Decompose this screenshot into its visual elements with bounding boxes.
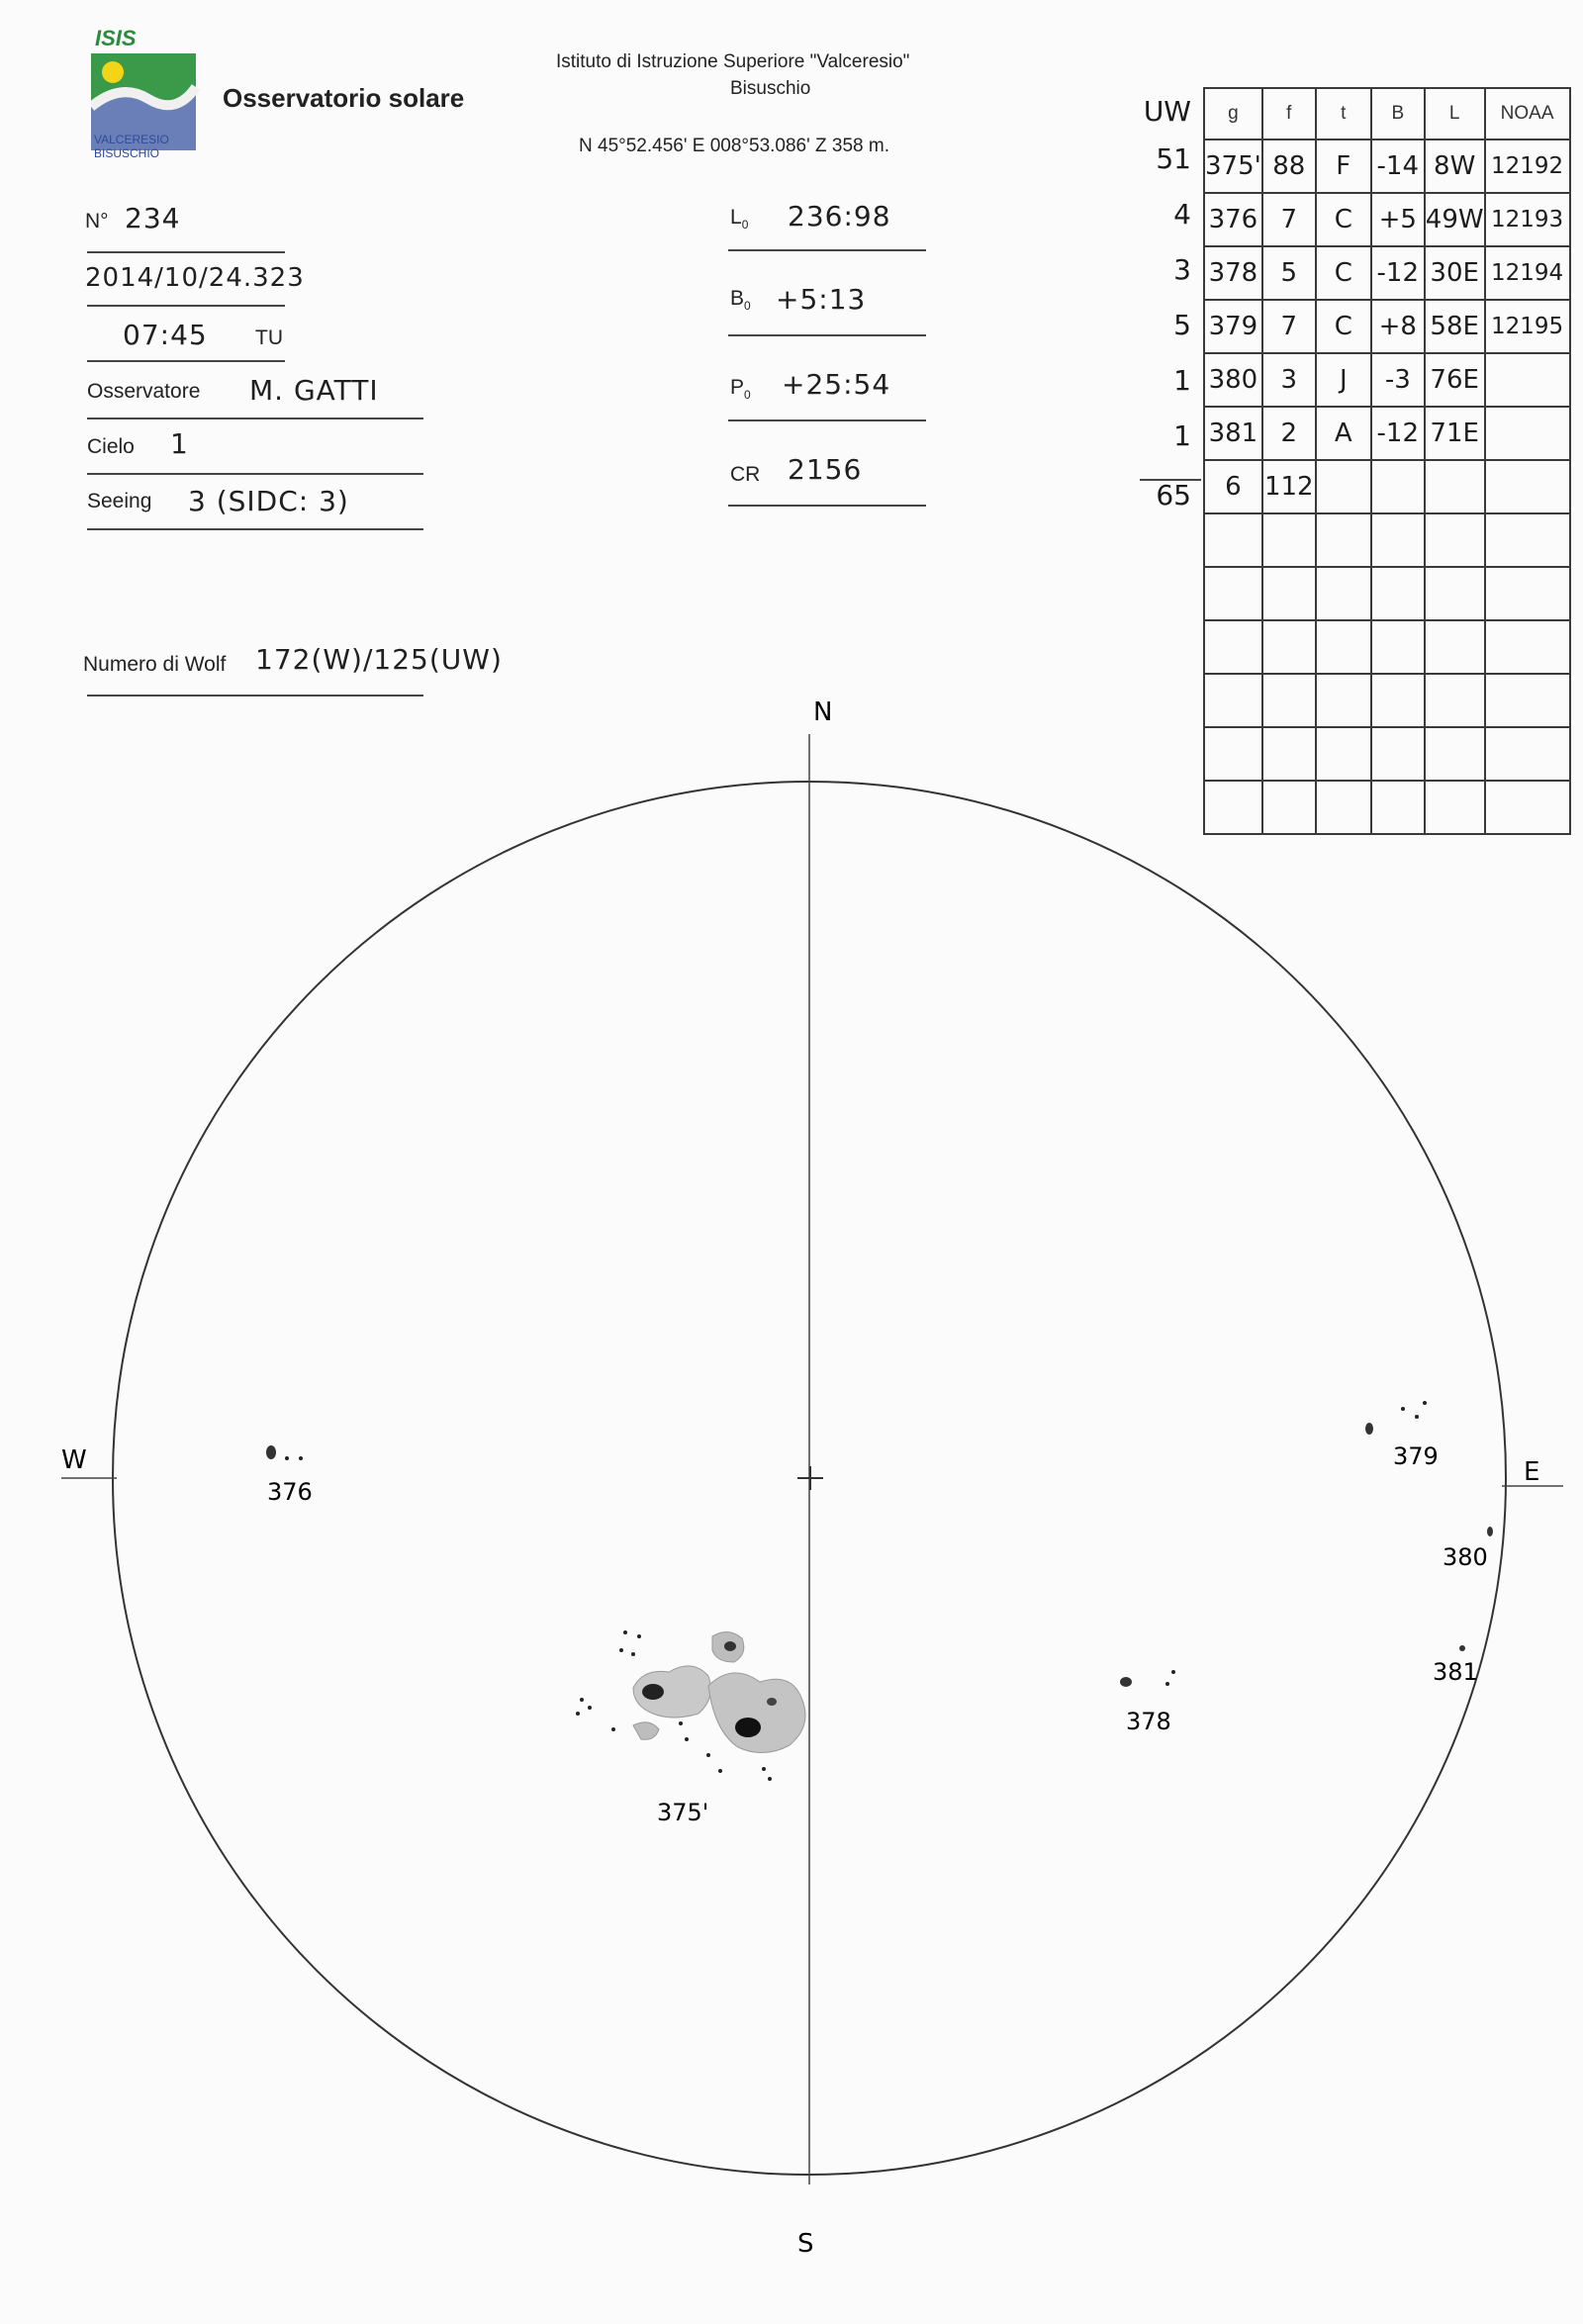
sunspot-group-380 bbox=[1487, 1527, 1493, 1536]
cell-f: 2 bbox=[1262, 407, 1316, 460]
L0-value: 236:98 bbox=[788, 200, 891, 232]
label-380: 380 bbox=[1443, 1543, 1488, 1571]
uw-value: 4 bbox=[1173, 198, 1191, 231]
cell-B: +8 bbox=[1371, 300, 1425, 353]
label-376: 376 bbox=[267, 1478, 313, 1506]
cell-noaa: 12195 bbox=[1485, 300, 1570, 353]
cell-L: 30E bbox=[1425, 246, 1485, 300]
south-label: S bbox=[797, 2229, 814, 2259]
cell-f: 3 bbox=[1262, 353, 1316, 407]
carrington-value: 2156 bbox=[788, 453, 863, 486]
number-value: 234 bbox=[125, 202, 181, 234]
uw-value: 1 bbox=[1173, 364, 1191, 397]
label-378: 378 bbox=[1126, 1708, 1171, 1735]
observatory-coordinates: N 45°52.456' E 008°53.086' Z 358 m. bbox=[579, 136, 889, 156]
logo-subtitle-2: BISUSCHIO bbox=[94, 146, 160, 160]
sunspot-group-376 bbox=[266, 1445, 303, 1460]
cell-L: 76E bbox=[1425, 353, 1485, 407]
north-label: N bbox=[813, 697, 833, 727]
cell-f: 7 bbox=[1262, 300, 1316, 353]
logo-subtitle-1: VALCERESIO bbox=[94, 133, 169, 146]
cell-g: 379 bbox=[1204, 300, 1262, 353]
cell-noaa: 12194 bbox=[1485, 246, 1570, 300]
sky-value: 1 bbox=[170, 427, 189, 460]
label-375: 375' bbox=[657, 1799, 709, 1826]
cell-f: 7 bbox=[1262, 193, 1316, 246]
cell-t: F bbox=[1316, 139, 1371, 193]
header-L: L bbox=[1425, 88, 1485, 139]
cell-noaa: 12193 bbox=[1485, 193, 1570, 246]
carrington-label: CR bbox=[730, 463, 761, 486]
uw-header: UW bbox=[1143, 95, 1191, 128]
total-g: 6 bbox=[1204, 460, 1262, 513]
sunspot-group-378 bbox=[1120, 1670, 1175, 1687]
header-t: t bbox=[1316, 88, 1371, 139]
sky-label: Cielo bbox=[87, 435, 135, 458]
header-f: f bbox=[1262, 88, 1316, 139]
B0-value: +5:13 bbox=[776, 283, 867, 316]
time-value: 07:45 bbox=[123, 319, 208, 351]
header-noaa: NOAA bbox=[1485, 88, 1570, 139]
cell-L: 58E bbox=[1425, 300, 1485, 353]
cell-L: 71E bbox=[1425, 407, 1485, 460]
date-value: 2014/10/24.323 bbox=[85, 263, 305, 293]
cell-t: J bbox=[1316, 353, 1371, 407]
B0-label: $B_0$ bbox=[730, 287, 751, 314]
sunspot-group-375 bbox=[576, 1630, 805, 1781]
cell-g: 376 bbox=[1204, 193, 1262, 246]
seeing-value: 3 (SIDC: 3) bbox=[188, 485, 349, 517]
cell-t: C bbox=[1316, 193, 1371, 246]
cell-f: 5 bbox=[1262, 246, 1316, 300]
cell-noaa: 12192 bbox=[1485, 139, 1570, 193]
L0-label: $L_0$ bbox=[730, 206, 749, 232]
cell-L: 8W bbox=[1425, 139, 1485, 193]
observer-label: Osservatore bbox=[87, 380, 201, 403]
sunspot-group-379 bbox=[1365, 1401, 1427, 1435]
cell-t: C bbox=[1316, 300, 1371, 353]
wolf-number-value: 172(W)/125(UW) bbox=[255, 643, 503, 676]
uw-value: 1 bbox=[1173, 419, 1191, 452]
uw-value: 51 bbox=[1156, 142, 1191, 175]
cell-B: -12 bbox=[1371, 407, 1425, 460]
time-unit: TU bbox=[255, 326, 283, 349]
cell-f: 88 bbox=[1262, 139, 1316, 193]
wolf-number-label: Numero di Wolf bbox=[83, 653, 227, 676]
cell-t: A bbox=[1316, 407, 1371, 460]
label-381: 381 bbox=[1433, 1658, 1478, 1686]
uw-value: 5 bbox=[1173, 309, 1191, 341]
total-f: 112 bbox=[1262, 460, 1316, 513]
uw-value: 3 bbox=[1173, 253, 1191, 286]
cell-g: 375' bbox=[1204, 139, 1262, 193]
cell-g: 380 bbox=[1204, 353, 1262, 407]
P0-value: +25:54 bbox=[782, 368, 891, 401]
cell-B: -14 bbox=[1371, 139, 1425, 193]
number-label: N° bbox=[85, 210, 109, 232]
logo-text: ISIS bbox=[95, 26, 137, 50]
seeing-label: Seeing bbox=[87, 490, 152, 512]
label-379: 379 bbox=[1393, 1442, 1439, 1470]
header-g: g bbox=[1204, 88, 1262, 139]
institute-name: Istituto di Istruzione Superiore "Valceresio" bbox=[556, 51, 910, 72]
east-label: E bbox=[1524, 1457, 1540, 1487]
cell-B: +5 bbox=[1371, 193, 1425, 246]
west-label: W bbox=[61, 1445, 87, 1475]
institute-town: Bisuschio bbox=[730, 78, 811, 99]
observatory-title: Osservatorio solare bbox=[223, 83, 465, 113]
header-B: B bbox=[1371, 88, 1425, 139]
cell-g: 378 bbox=[1204, 246, 1262, 300]
cell-g: 381 bbox=[1204, 407, 1262, 460]
cell-B: -3 bbox=[1371, 353, 1425, 407]
cell-L: 49W bbox=[1425, 193, 1485, 246]
sunspot-group-381 bbox=[1459, 1645, 1465, 1651]
observer-value: M. GATTI bbox=[249, 374, 379, 407]
P0-label: $P_0$ bbox=[730, 376, 751, 403]
cell-t: C bbox=[1316, 246, 1371, 300]
uw-total: 65 bbox=[1156, 479, 1191, 511]
cell-B: -12 bbox=[1371, 246, 1425, 300]
